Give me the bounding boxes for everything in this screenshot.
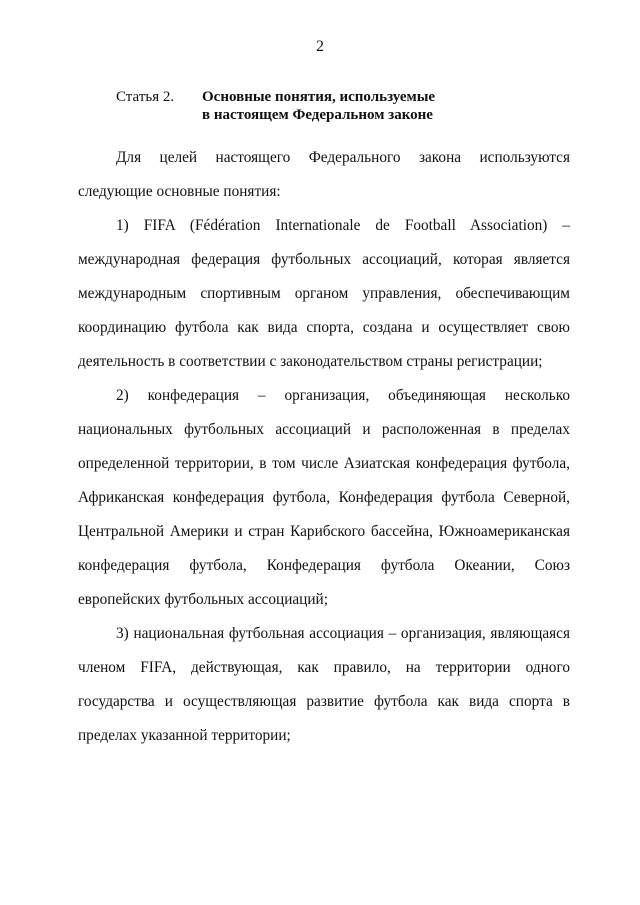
article-body (78, 141, 570, 753)
article-title: Основные понятия, используемые в настоящем Федеральном законе (202, 89, 436, 123)
definition-confederation: 2) конфедерация – организация, объединяющая несколько национальных футбольных ассоциаций и расположенная в пределах определенной территории, в том числе Азиатская конфедерация футбола, Африканская конфедерация футбола, Конфедерация футбола Северной, Центральной Америки и стран Карибского бассейна, Южноамериканская конфедерация футбола, Конфедерация футбола Океании, Союз европейских футбольных ассоциаций; (78, 387, 570, 608)
page-number: 2 (316, 38, 324, 55)
article-label: Статья 2. (116, 89, 175, 105)
definition-national-association: 3) национальная футбольная ассоциация – организация, являющаяся членом FIFA, действующая, как правило, на территории одного государства и осуществляющая развитие футбола как вида спорта в пределах указанной территории; (78, 625, 570, 744)
intro-paragraph: Для целей настоящего Федерального закона используются следующие основные понятия: (78, 149, 570, 200)
definition-fifa: 1) FIFA (Fédération Internationale de Football Association) – международная федерация футбольных ассоциаций, которая является международным спортивным органом управления, обеспечивающим координацию футбола как вида спорта, создана и осуществляет свою деятельность в соответствии с законодательством страны регистрации; (78, 217, 570, 370)
